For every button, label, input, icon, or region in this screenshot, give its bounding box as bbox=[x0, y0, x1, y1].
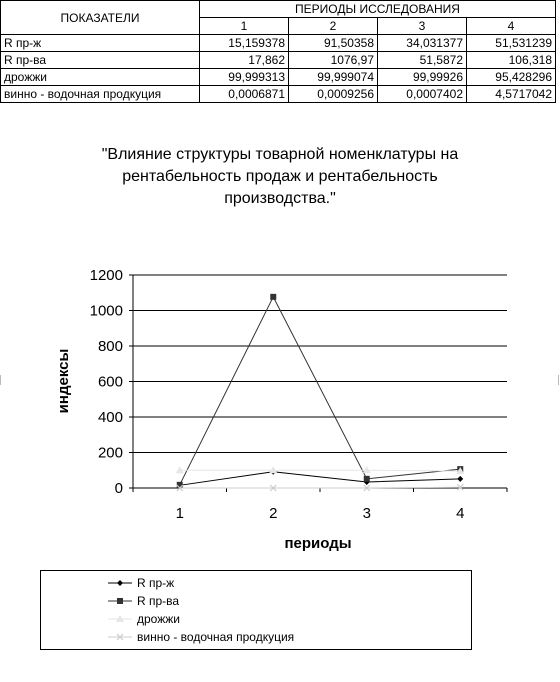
y-tick-label: 400 bbox=[97, 409, 123, 426]
chart-grid bbox=[133, 275, 507, 453]
x-axis-ticks bbox=[133, 488, 507, 522]
y-tick-label: 800 bbox=[97, 338, 123, 355]
table-cell: 0,0009256 bbox=[289, 86, 378, 103]
legend-swatch bbox=[107, 575, 133, 591]
table-cell: 99,999074 bbox=[289, 69, 378, 86]
period-header: 1 bbox=[200, 18, 289, 35]
data-point bbox=[457, 476, 463, 482]
y-tick-label: 1200 bbox=[89, 267, 123, 284]
table-cell: 1076,97 bbox=[289, 52, 378, 69]
legend-label: дрожжи bbox=[137, 612, 180, 626]
x-tick-label: 4 bbox=[456, 505, 465, 522]
series-group bbox=[177, 469, 464, 489]
chart-title: "Влияние структуры товарной номенклатуры на рентабельность продаж и рентабельность производства." bbox=[101, 146, 459, 207]
table-cell: 0,0006871 bbox=[200, 86, 289, 103]
series-line bbox=[180, 487, 461, 488]
chart-legend bbox=[40, 570, 472, 650]
x-tick-label: 3 bbox=[362, 505, 371, 522]
period-header: 3 bbox=[378, 18, 467, 35]
table-cell: 17,862 bbox=[200, 52, 289, 69]
table-cell: 99,99926 bbox=[378, 69, 467, 86]
series-line bbox=[180, 470, 461, 471]
row-label: R пр-ва bbox=[1, 52, 200, 69]
legend-swatch bbox=[107, 611, 133, 627]
y-tick-label: 0 bbox=[114, 480, 123, 497]
header-periods: ПЕРИОДЫ ИССЛЕДОВАНИЯ bbox=[200, 1, 556, 18]
legend-label: R пр-ж bbox=[137, 576, 175, 590]
x-tick-label: 2 bbox=[269, 505, 278, 522]
row-label: дрожжи bbox=[1, 69, 200, 86]
data-point bbox=[177, 482, 183, 488]
legend-label: винно - водочная продкуция bbox=[137, 630, 295, 644]
table-cell: 51,5872 bbox=[378, 52, 467, 69]
x-tick-label: 1 bbox=[175, 505, 184, 522]
series-group bbox=[177, 294, 464, 488]
data-point bbox=[117, 580, 123, 586]
table-cell: 34,031377 bbox=[378, 35, 467, 52]
table-cell: 91,50358 bbox=[289, 35, 378, 52]
y-tick-label: 200 bbox=[97, 444, 123, 462]
chart-series bbox=[176, 294, 465, 491]
y-tick-label: 1000 bbox=[89, 302, 123, 320]
y-axis-label: индексы bbox=[55, 348, 72, 414]
table-cell: 4,5717042 bbox=[467, 86, 556, 103]
data-point bbox=[176, 466, 184, 473]
legend-swatch bbox=[107, 593, 133, 609]
table-cell: 0,0007402 bbox=[378, 86, 467, 103]
header-indicators: ПОКАЗАТЕЛИ bbox=[1, 1, 200, 35]
y-tick-label: 600 bbox=[97, 373, 123, 391]
x-axis-label: периоды bbox=[284, 535, 352, 552]
data-point bbox=[270, 294, 276, 300]
table-cell: 15,159378 bbox=[200, 35, 289, 52]
table-cell: 51,531239 bbox=[467, 35, 556, 52]
series-line bbox=[180, 297, 461, 485]
row-label: R пр-ж bbox=[1, 35, 200, 52]
period-header: 2 bbox=[289, 18, 378, 35]
table-cell: 95,428296 bbox=[467, 69, 556, 86]
legend-swatch bbox=[107, 629, 133, 645]
period-header: 4 bbox=[467, 18, 556, 35]
table-cell: 99,999313 bbox=[200, 69, 289, 86]
data-point bbox=[364, 476, 370, 482]
table-cell: 106,318 bbox=[467, 52, 556, 69]
legend-label: R пр-ва bbox=[137, 594, 180, 608]
row-label: винно - водочная продкуция bbox=[1, 86, 200, 103]
data-point bbox=[363, 466, 371, 473]
data-point bbox=[117, 598, 123, 604]
y-axis-ticks bbox=[90, 267, 133, 497]
